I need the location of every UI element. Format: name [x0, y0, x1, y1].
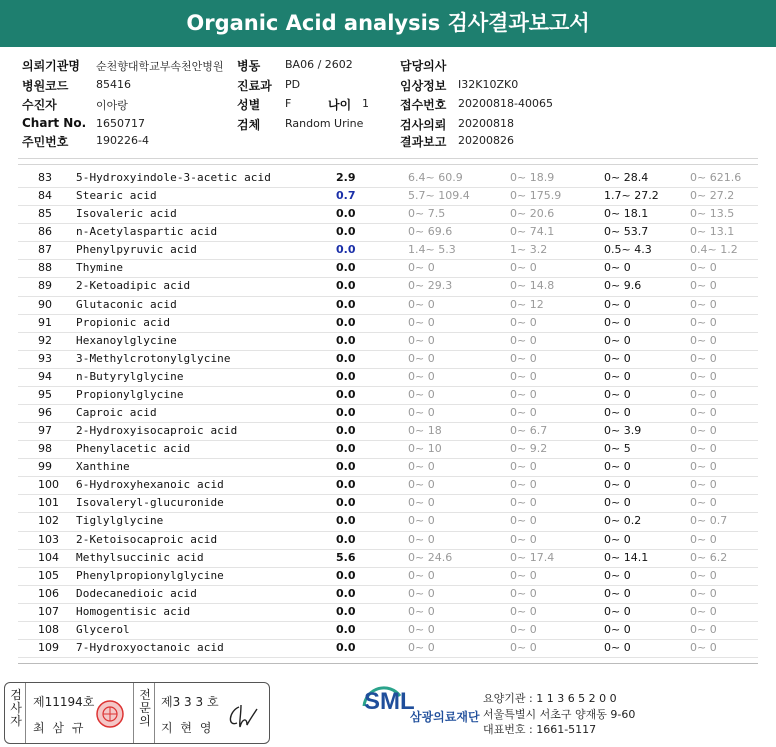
reference-range-4: 0~ 6.2: [690, 550, 728, 564]
divider: [18, 158, 758, 159]
label-chart-no: Chart No.: [22, 116, 87, 130]
reference-range-1: 0~ 0: [408, 333, 435, 347]
reference-range-1: 0~ 0: [408, 641, 435, 655]
reference-range-4: 0~ 0: [690, 406, 717, 420]
row-number: 106: [38, 586, 59, 600]
reference-range-3: 1.7~ 27.2: [604, 189, 659, 203]
value-patient: 이아랑: [96, 99, 128, 112]
reference-range-1: 0~ 69.6: [408, 225, 453, 239]
value-resident-no: 190226-4: [96, 134, 149, 147]
result-value: 0.0: [336, 351, 356, 365]
reference-range-2: 0~ 0: [510, 387, 537, 401]
reference-range-1: 5.7~ 109.4: [408, 189, 470, 203]
result-value: 0.0: [336, 225, 356, 239]
value-hospital-code: 85416: [96, 78, 131, 91]
analyte-name: Xanthine: [76, 460, 130, 474]
analyte-name: Propionic acid: [76, 315, 171, 329]
reference-range-4: 0~ 0: [690, 532, 717, 546]
row-number: 107: [38, 604, 59, 618]
reference-range-3: 0~ 0: [604, 406, 631, 420]
table-row: [18, 423, 758, 441]
table-row: [18, 369, 758, 387]
reference-range-4: 0~ 0: [690, 351, 717, 365]
table-row: [18, 441, 758, 459]
analyte-name: n-Butyrylglycine: [76, 369, 184, 383]
analyte-name: 2-Ketoisocaproic acid: [76, 532, 218, 546]
signature-box: [4, 682, 270, 744]
analyte-name: Isovaleryl-glucuronide: [76, 496, 224, 510]
reference-range-2: 0~ 0: [510, 478, 537, 492]
reference-range-3: 0~ 0: [604, 333, 631, 347]
reference-range-2: 0~ 0: [510, 604, 537, 618]
reference-range-1: 6.4~ 60.9: [408, 171, 463, 184]
row-number: 86: [38, 225, 52, 239]
result-value: 0.0: [336, 622, 356, 636]
reference-range-3: 0~ 0: [604, 387, 631, 401]
specialist-name: 지 현 영: [161, 721, 214, 735]
reference-range-3: 0~ 0: [604, 532, 631, 546]
value-request-date: 20200818: [458, 117, 514, 130]
reference-range-1: 0~ 0: [408, 351, 435, 365]
address: 서울특별시 서초구 양재동 9-60: [483, 708, 636, 721]
result-value: 0.0: [336, 514, 356, 528]
result-value: 2.9: [336, 171, 356, 184]
analyte-name: Hexanoylglycine: [76, 333, 177, 347]
results-table: [18, 170, 758, 658]
row-number: 94: [38, 369, 52, 383]
reference-range-4: 0~ 0: [690, 496, 717, 510]
specialist-label: 전문의: [139, 688, 151, 728]
label-age: 나이: [328, 98, 352, 112]
reference-range-1: 0~ 0: [408, 297, 435, 311]
result-value: 0.0: [336, 279, 356, 293]
reference-range-2: 0~ 0: [510, 532, 537, 546]
label-doctor: 담당의사: [400, 59, 447, 73]
reference-range-4: 0~ 0: [690, 568, 717, 582]
value-requester: 순천향대학교부속천안병원: [96, 60, 224, 73]
reference-range-1: 0~ 10: [408, 442, 442, 456]
label-ward: 병동: [237, 59, 261, 73]
value-age: 1: [362, 97, 369, 110]
reference-range-3: 0~ 0: [604, 586, 631, 600]
reference-range-4: 0~ 0.7: [690, 514, 728, 528]
reference-range-1: 0~ 0: [408, 604, 435, 618]
analyte-name: Stearic acid: [76, 189, 157, 203]
reference-range-2: 0~ 12: [510, 297, 544, 311]
reference-range-4: 0~ 0: [690, 622, 717, 636]
reference-range-4: 0~ 0: [690, 261, 717, 275]
table-row: [18, 351, 758, 369]
reference-range-2: 0~ 0: [510, 514, 537, 528]
reference-range-4: 0~ 0: [690, 604, 717, 618]
reference-range-1: 0~ 0: [408, 460, 435, 474]
reference-range-1: 0~ 0: [408, 514, 435, 528]
reference-range-3: 0~ 0: [604, 297, 631, 311]
analyte-name: Phenylacetic acid: [76, 442, 191, 456]
reference-range-3: 0~ 14.1: [604, 550, 649, 564]
analyte-name: 7-Hydroxyoctanoic acid: [76, 641, 224, 655]
row-number: 99: [38, 460, 52, 474]
table-row: [18, 333, 758, 351]
row-number: 83: [38, 171, 52, 184]
result-value: 0.0: [336, 460, 356, 474]
table-row: [18, 297, 758, 315]
reference-range-1: 0~ 0: [408, 586, 435, 600]
label-requester: 의뢰기관명: [22, 59, 80, 73]
row-number: 102: [38, 514, 59, 528]
reference-range-2: 0~ 0: [510, 406, 537, 420]
row-number: 88: [38, 261, 52, 275]
reference-range-1: 0~ 0: [408, 622, 435, 636]
reference-range-2: 0~ 6.7: [510, 424, 548, 438]
analyte-name: Glycerol: [76, 622, 130, 636]
analyte-name: Glutaconic acid: [76, 297, 177, 311]
reference-range-2: 0~ 0: [510, 261, 537, 275]
result-value: 0.0: [336, 261, 356, 275]
reference-range-1: 1.4~ 5.3: [408, 243, 456, 257]
reference-range-1: 0~ 0: [408, 406, 435, 420]
reference-range-3: 0.5~ 4.3: [604, 243, 652, 257]
analyte-name: 2-Hydroxyisocaproic acid: [76, 424, 238, 438]
reference-range-1: 0~ 29.3: [408, 279, 453, 293]
reference-range-3: 0~ 0: [604, 261, 631, 275]
value-chart-no: 1650717: [96, 117, 145, 130]
specialist-license: 제3 3 3 호: [161, 695, 219, 709]
reference-range-1: 0~ 24.6: [408, 550, 453, 564]
inspector-license: 제11194호: [33, 695, 95, 709]
value-department: PD: [285, 78, 301, 91]
row-number: 96: [38, 406, 52, 420]
reference-range-2: 0~ 17.4: [510, 550, 555, 564]
reference-range-2: 1~ 3.2: [510, 243, 548, 257]
reference-range-4: 0~ 621.6: [690, 171, 742, 184]
divider: [25, 683, 26, 743]
reference-range-4: 0~ 27.2: [690, 189, 735, 203]
result-value: 0.0: [336, 604, 356, 618]
reference-range-4: 0~ 0: [690, 279, 717, 293]
result-value: 0.0: [336, 586, 356, 600]
result-value: 0.0: [336, 568, 356, 582]
result-value: 0.0: [336, 387, 356, 401]
analyte-name: Homogentisic acid: [76, 604, 191, 618]
reference-range-2: 0~ 18.9: [510, 171, 555, 184]
reference-range-1: 0~ 0: [408, 568, 435, 582]
reference-range-2: 0~ 74.1: [510, 225, 555, 239]
result-value: 0.0: [336, 478, 356, 492]
analyte-name: 2-Ketoadipic acid: [76, 279, 191, 293]
reference-range-3: 0~ 0: [604, 351, 631, 365]
reference-range-4: 0~ 13.5: [690, 207, 735, 221]
analyte-name: Caproic acid: [76, 406, 157, 420]
reference-range-3: 0~ 0: [604, 568, 631, 582]
reference-range-4: 0~ 0: [690, 586, 717, 600]
table-row: [18, 550, 758, 568]
reference-range-1: 0~ 0: [408, 532, 435, 546]
reference-range-3: 0~ 18.1: [604, 207, 649, 221]
reference-range-1: 0~ 0: [408, 478, 435, 492]
reference-range-2: 0~ 9.2: [510, 442, 548, 456]
row-number: 101: [38, 496, 59, 510]
reference-range-3: 0~ 0: [604, 460, 631, 474]
reference-range-1: 0~ 18: [408, 424, 442, 438]
label-resident-no: 주민번호: [22, 135, 69, 149]
row-number: 98: [38, 442, 52, 456]
reference-range-2: 0~ 0: [510, 315, 537, 329]
reference-range-4: 0~ 0: [690, 460, 717, 474]
analyte-name: Phenylpyruvic acid: [76, 243, 198, 257]
phone: 대표번호 : 1661-5117: [483, 723, 597, 736]
row-number: 103: [38, 532, 59, 546]
reference-range-4: 0~ 0: [690, 478, 717, 492]
reference-range-2: 0~ 175.9: [510, 189, 562, 203]
table-row: [18, 495, 758, 513]
reference-range-3: 0~ 0: [604, 315, 631, 329]
row-number: 97: [38, 424, 52, 438]
table-row: [18, 513, 758, 531]
label-report-date: 결과보고: [400, 135, 447, 149]
row-number: 104: [38, 550, 59, 564]
result-value: 0.0: [336, 442, 356, 456]
row-number: 105: [38, 568, 59, 582]
table-row: [18, 532, 758, 550]
reference-range-1: 0~ 0: [408, 315, 435, 329]
divider: [133, 683, 134, 743]
table-row: [18, 188, 758, 206]
reference-range-2: 0~ 0: [510, 496, 537, 510]
result-value: 0.0: [336, 207, 356, 221]
analyte-name: Phenylpropionylglycine: [76, 568, 224, 582]
reference-range-2: 0~ 0: [510, 622, 537, 636]
value-sex: F: [285, 97, 292, 110]
label-request-date: 검사의뢰: [400, 118, 447, 132]
table-row: [18, 224, 758, 242]
reference-range-2: 0~ 0: [510, 586, 537, 600]
reference-range-3: 0~ 53.7: [604, 225, 649, 239]
reference-range-2: 0~ 0: [510, 641, 537, 655]
label-department: 진료과: [237, 79, 272, 93]
reference-range-3: 0~ 0: [604, 622, 631, 636]
result-value: 0.0: [336, 406, 356, 420]
report-title: Organic Acid analysis 검사결과보고서: [0, 0, 776, 47]
value-receipt-no: 20200818-40065: [458, 97, 553, 110]
result-value: 0.0: [336, 369, 356, 383]
result-value: 0.0: [336, 333, 356, 347]
reference-range-4: 0~ 0: [690, 424, 717, 438]
analyte-name: Isovaleric acid: [76, 207, 177, 221]
reference-range-1: 0~ 0: [408, 387, 435, 401]
inspector-name: 최 삼 규: [33, 721, 86, 735]
table-row: [18, 387, 758, 405]
table-row: [18, 586, 758, 604]
reference-range-2: 0~ 20.6: [510, 207, 555, 221]
patient-info: [0, 47, 776, 157]
analyte-name: 3-Methylcrotonylglycine: [76, 351, 231, 365]
reference-range-1: 0~ 0: [408, 369, 435, 383]
analyte-name: 5-Hydroxyindole-3-acetic acid: [76, 171, 271, 184]
result-value: 0.0: [336, 424, 356, 438]
reference-range-3: 0~ 0: [604, 604, 631, 618]
reference-range-1: 0~ 7.5: [408, 207, 446, 221]
analyte-name: Dodecanedioic acid: [76, 586, 198, 600]
reference-range-2: 0~ 0: [510, 333, 537, 347]
result-value: 5.6: [336, 550, 356, 564]
table-row: [18, 604, 758, 622]
inspector-label: 검사자: [10, 688, 22, 728]
result-value: 0.7: [336, 189, 356, 203]
row-number: 84: [38, 189, 52, 203]
inspector-seal-icon: [95, 699, 125, 729]
row-number: 100: [38, 478, 59, 492]
reference-range-2: 0~ 0: [510, 460, 537, 474]
divider: [154, 683, 155, 743]
result-value: 0.0: [336, 315, 356, 329]
value-ward: BA06 / 2602: [285, 58, 353, 71]
analyte-name: Propionylglycine: [76, 387, 184, 401]
table-row: [18, 170, 758, 188]
row-number: 93: [38, 351, 52, 365]
reference-range-4: 0~ 0: [690, 641, 717, 655]
analyte-name: Thymine: [76, 261, 124, 275]
divider: [18, 663, 758, 664]
reference-range-4: 0.4~ 1.2: [690, 243, 738, 257]
table-row: [18, 206, 758, 224]
analyte-name: 6-Hydroxyhexanoic acid: [76, 478, 224, 492]
table-row: [18, 459, 758, 477]
label-receipt-no: 접수번호: [400, 98, 447, 112]
reference-range-3: 0~ 0: [604, 478, 631, 492]
reference-range-4: 0~ 0: [690, 315, 717, 329]
institution-code: 요양기관 : 1 1 3 6 5 2 0 0: [483, 692, 617, 705]
table-row: [18, 622, 758, 640]
row-number: 92: [38, 333, 52, 347]
row-number: 85: [38, 207, 52, 221]
result-value: 0.0: [336, 641, 356, 655]
row-number: 91: [38, 315, 52, 329]
reference-range-4: 0~ 0: [690, 297, 717, 311]
row-number: 108: [38, 622, 59, 636]
divider: [18, 164, 758, 165]
reference-range-2: 0~ 0: [510, 568, 537, 582]
reference-range-2: 0~ 0: [510, 351, 537, 365]
label-clinical-info: 임상정보: [400, 79, 447, 93]
table-row: [18, 477, 758, 495]
company-name: 삼광의료재단: [410, 710, 480, 724]
reference-range-1: 0~ 0: [408, 261, 435, 275]
reference-range-3: 0~ 0: [604, 641, 631, 655]
table-row: [18, 640, 758, 658]
value-report-date: 20200826: [458, 134, 514, 147]
reference-range-4: 0~ 0: [690, 333, 717, 347]
table-row: [18, 278, 758, 296]
reference-range-4: 0~ 0: [690, 369, 717, 383]
analyte-name: n-Acetylaspartic acid: [76, 225, 218, 239]
reference-range-3: 0~ 28.4: [604, 171, 649, 184]
value-specimen: Random Urine: [285, 117, 364, 130]
label-sex: 성별: [237, 98, 261, 112]
value-clinical-info: I32K10ZK0: [458, 78, 519, 91]
result-value: 0.0: [336, 243, 356, 257]
logo-text: SML: [364, 688, 415, 715]
reference-range-3: 0~ 3.9: [604, 424, 642, 438]
result-value: 0.0: [336, 297, 356, 311]
row-number: 95: [38, 387, 52, 401]
result-value: 0.0: [336, 496, 356, 510]
table-row: [18, 315, 758, 333]
label-specimen: 검체: [237, 118, 261, 132]
row-number: 89: [38, 279, 52, 293]
row-number: 90: [38, 297, 52, 311]
reference-range-3: 0~ 5: [604, 442, 631, 456]
reference-range-4: 0~ 0: [690, 442, 717, 456]
table-row: [18, 242, 758, 260]
reference-range-3: 0~ 0: [604, 496, 631, 510]
label-hospital-code: 병원코드: [22, 79, 69, 93]
table-row: [18, 260, 758, 278]
reference-range-3: 0~ 0.2: [604, 514, 642, 528]
table-row: [18, 405, 758, 423]
analyte-name: Tiglylglycine: [76, 514, 164, 528]
reference-range-3: 0~ 0: [604, 369, 631, 383]
reference-range-4: 0~ 13.1: [690, 225, 735, 239]
label-patient: 수진자: [22, 98, 57, 112]
specialist-signature-icon: [223, 701, 263, 731]
reference-range-2: 0~ 14.8: [510, 279, 555, 293]
analyte-name: Methylsuccinic acid: [76, 550, 204, 564]
reference-range-1: 0~ 0: [408, 496, 435, 510]
report-footer: [0, 674, 776, 747]
row-number: 87: [38, 243, 52, 257]
reference-range-3: 0~ 9.6: [604, 279, 642, 293]
row-number: 109: [38, 641, 59, 655]
reference-range-2: 0~ 0: [510, 369, 537, 383]
table-row: [18, 568, 758, 586]
result-value: 0.0: [336, 532, 356, 546]
reference-range-4: 0~ 0: [690, 387, 717, 401]
